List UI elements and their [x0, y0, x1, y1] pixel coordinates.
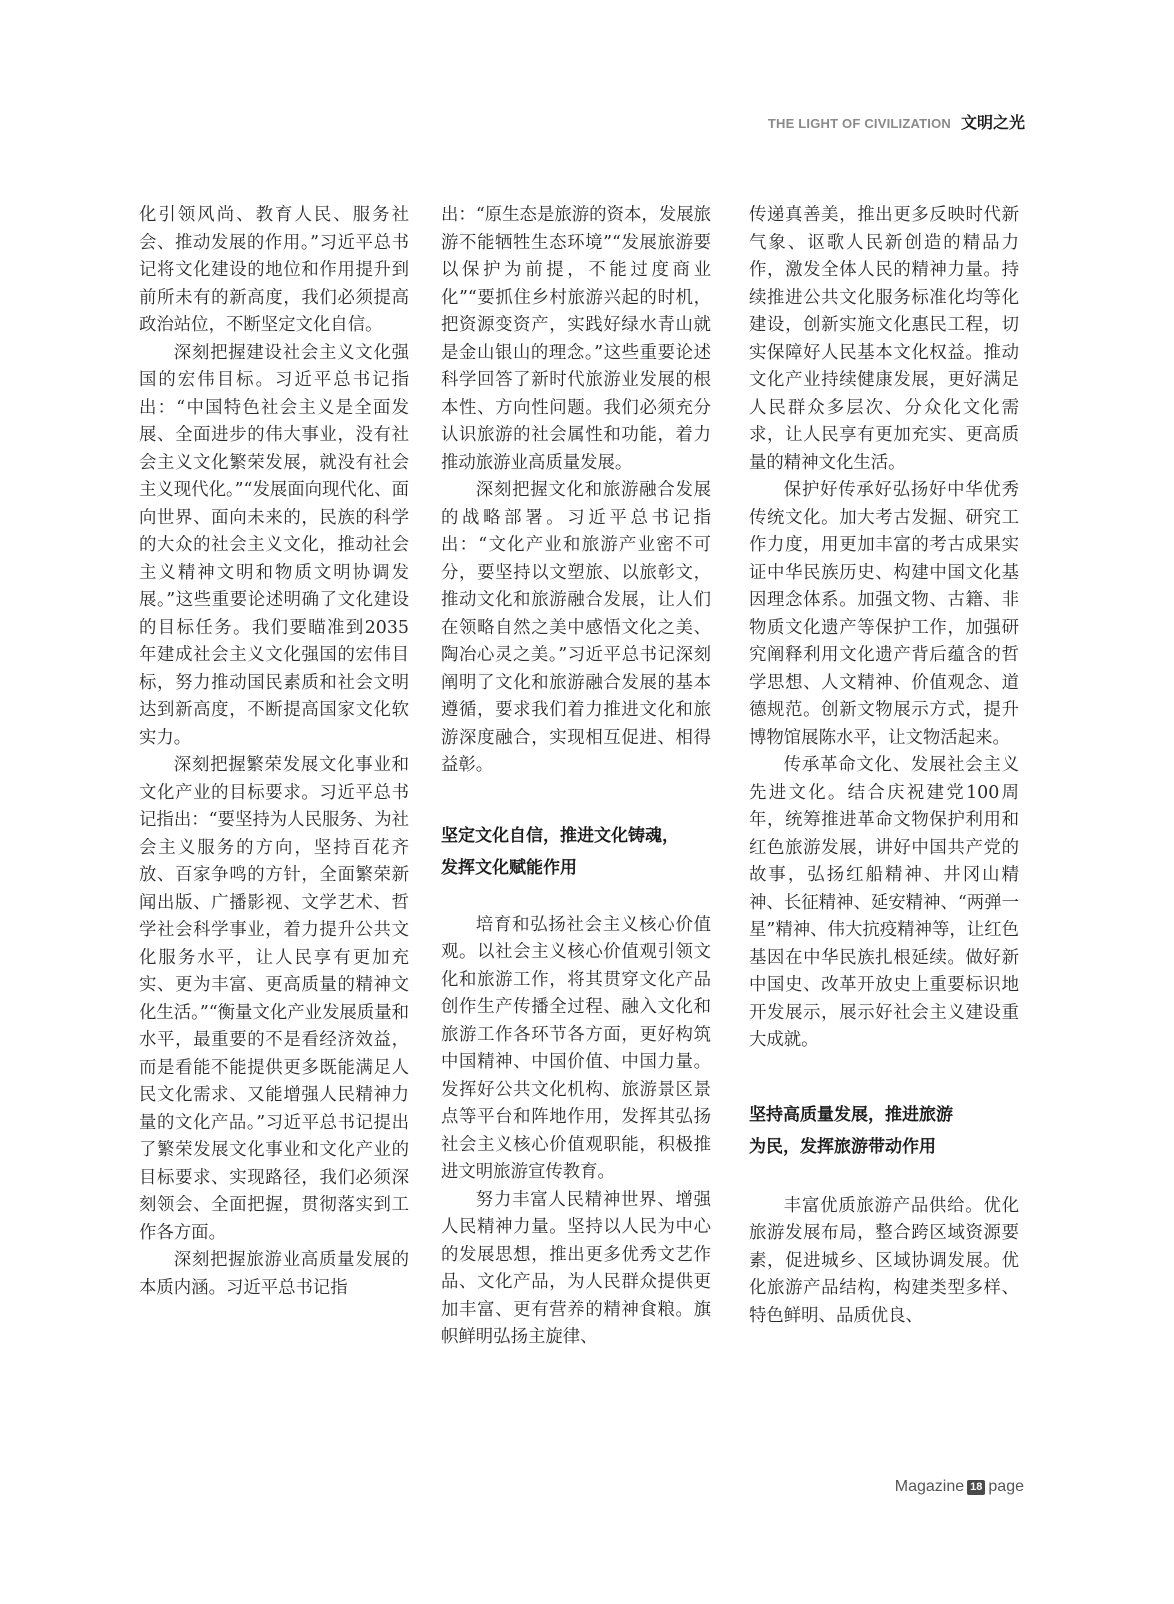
paragraph: 出：“原生态是旅游的资本，发展旅游不能牺牲生态环境”“发展旅游要以保护为前提，不能过度商业化”“要抓住乡村旅游兴起的时机，把资源变资产，实践好绿水青山就是金山银山的理念。”这些重要论述科学回答了新时代旅游业发展的根本性、方向性问题。我们必须充分认识旅游的社会属性和功能，着力推动旅游业高质量发展。 [441, 205, 711, 473]
section-heading-line: 为民，发挥旅游带动作用 [749, 1136, 936, 1157]
footer-page-label: page [988, 1478, 1024, 1495]
header-english-title: THE LIGHT OF CIVILIZATION [767, 116, 951, 131]
section-heading-line: 发挥文化赋能作用 [441, 857, 577, 878]
paragraph: 培育和弘扬社会主义核心价值观。以社会主义核心价值观引领文化和旅游工作，将其贯穿文化产品创作生产传播全过程、融入文化和旅游工作各环节各方面，更好构筑中国精神、中国价值、中国力量。发挥好公共文化机构、旅游景区景点等平台和阵地作用，发挥其弘扬社会主义核心价值观职能，积极推进文明旅游宣传教育。 [441, 914, 711, 1182]
paragraph: 深刻把握文化和旅游融合发展的战略部署。习近平总书记指出：“文化产业和旅游产业密不可分，要坚持以文塑旅、以旅彰文，推动文化和旅游融合发展，让人们在领略自然之美中感悟文化之美、陶冶心灵之美。”习近平总书记深刻阐明了文化和旅游融合发展的基本遵循，要求我们着力推进文化和旅游深度融合，实现相互促进、相得益彰。 [441, 480, 711, 775]
section-heading [441, 820, 711, 884]
text-column-1 [139, 202, 409, 1462]
paragraph: 传承革命文化、发展社会主义先进文化。结合庆祝建党100周年，统筹推进革命文物保护利用和红色旅游发展，讲好中国共产党的故事，弘扬红船精神、井冈山精神、长征精神、延安精神、“两弹一星”精神、伟大抗疫精神等，让红色基因在中华民族扎根延续。做好新中国史、改革开放史上重要标识地开发展示，展示好社会主义建设重大成就。 [749, 755, 1019, 1050]
page-footer [895, 1478, 1024, 1496]
section-heading-line: 坚持高质量发展，推进旅游 [749, 1104, 953, 1125]
paragraph: 努力丰富人民精神世界、增强人民精神力量。坚持以人民为中心的发展思想，推出更多优秀文艺作品、文化产品，为人民群众提供更加丰富、更有营养的精神食粮。旗帜鲜明弘扬主旋律、 [441, 1189, 711, 1347]
running-header [768, 110, 1025, 133]
paragraph: 丰富优质旅游产品供给。优化旅游发展布局，整合跨区域资源要素，促进城乡、区域协调发展。优化旅游产品结构，构建类型多样、特色鲜明、品质优良、 [749, 1195, 1019, 1326]
paragraph: 保护好传承好弘扬好中华优秀传统文化。加大考古发掘、研究工作力度，用更加丰富的考古成果实证中华民族历史、构建中国文化基因理念体系。加强文物、古籍、非物质文化遗产等保护工作，加强研究阐释利用文化遗产背后蕴含的哲学思想、人文精神、价值观念、道德规范。创新文物展示方式，提升博物馆展陈水平，让文物活起来。 [749, 480, 1019, 748]
text-column-2 [441, 202, 711, 1462]
paragraph: 深刻把握繁荣发展文化事业和文化产业的目标要求。习近平总书记指出：“要坚持为人民服务、为社会主义服务的方向，坚持百花齐放、百家争鸣的方针，全面繁荣新闻出版、广播影视、文学艺术、哲学社会科学事业，着力提升公共文化服务水平，让人民享有更加充实、更为丰富、更高质量的精神文化生活。”“衡量文化产业发展质量和水平，最重要的不是看经济效益，而是看能不能提供更多既能满足人民文化需求、又能增强人民精神力量的文化产品。”习近平总书记提出了繁荣发展文化事业和文化产业的目标要求、实现路径，我们必须深刻领会、全面把握，贯彻落实到工作各方面。 [139, 755, 409, 1243]
header-chinese-title: 文明之光 [960, 113, 1025, 132]
text-column-3 [749, 202, 1019, 1462]
paragraph: 深刻把握建设社会主义文化强国的宏伟目标。习近平总书记指出：“中国特色社会主义是全面发展、全面进步的伟大事业，没有社会主义文化繁荣发展，就没有社会主义现代化。”“发展面向现代化、面向世界、面向未来的，民族的科学的大众的社会主义文化，推动社会主义精神文明和物质文明协调发展。”这些重要论述明确了文化建设的目标任务。我们要瞄准到2035年建成社会主义文化强国的宏伟目标，努力推动国民素质和社会文明达到新高度，不断提高国家文化软实力。 [139, 342, 409, 748]
paragraph: 深刻把握旅游业高质量发展的本质内涵。习近平总书记指 [139, 1250, 409, 1298]
section-heading-line: 坚定文化自信，推进文化铸魂， [441, 825, 679, 846]
page-number-badge: 18 [967, 1480, 985, 1495]
footer-magazine-label: Magazine [894, 1478, 965, 1495]
section-heading [749, 1099, 1019, 1163]
paragraph: 传递真善美，推出更多反映时代新气象、讴歌人民新创造的精品力作，激发全体人民的精神力量。持续推进公共文化服务标准化均等化建设，创新实施文化惠民工程，切实保障好人民基本文化权益。推动文化产业持续健康发展，更好满足人民群众多层次、分众化文化需求，让人民享有更加充实、更高质量的精神文化生活。 [749, 205, 1019, 473]
paragraph: 化引领风尚、教育人民、服务社会、推动发展的作用。”习近平总书记将文化建设的地位和作用提升到前所未有的新高度，我们必须提高政治站位，不断坚定文化自信。 [139, 205, 409, 335]
